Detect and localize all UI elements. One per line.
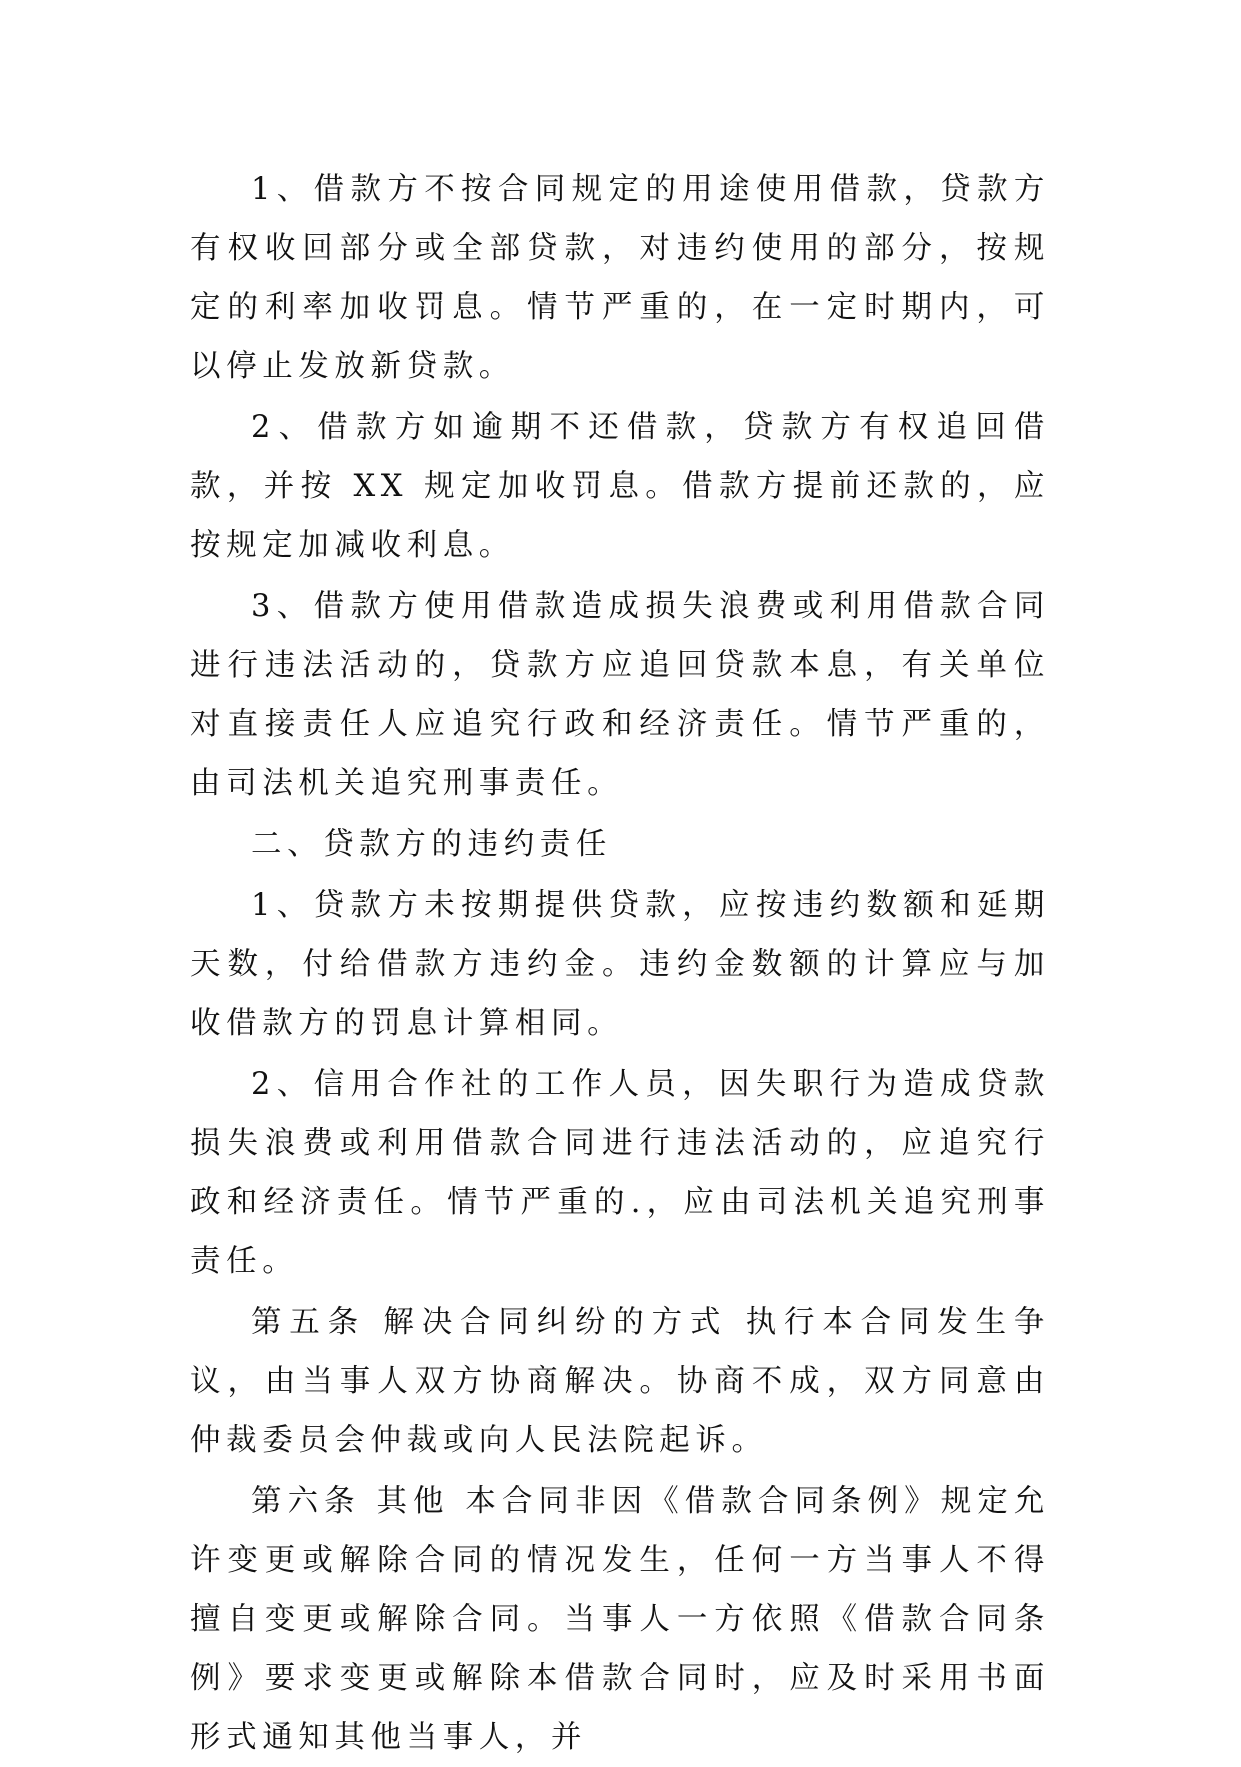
paragraph-borrower-misuse: 1、借款方不按合同规定的用途使用借款，贷款方有权收回部分或全部贷款，对违约使用的部分，按规定的利率加收罚息。情节严重的，在一定时期内，可以停止发放新贷款。	[190, 172, 1050, 384]
paragraph-borrower-overdue: 2、借款方如逾期不还借款，贷款方有权追回借款，并按 XX 规定加收罚息。借款方提前还款的，应按规定加减收利息。	[190, 410, 1050, 563]
paragraph-borrower-loss: 3、借款方使用借款造成损失浪费或利用借款合同进行违法活动的，贷款方应追回贷款本息，有关单位对直接责任人应追究行政和经济责任。情节严重的，由司法机关追究刑事责任。	[190, 589, 1050, 801]
paragraph-article-5-dispute: 第五条 解决合同纠纷的方式 执行本合同发生争议，由当事人双方协商解决。协商不成，双方同意由仲裁委员会仲裁或向人民法院起诉。	[190, 1305, 1050, 1458]
paragraph-article-6-other: 第六条 其他 本合同非因《借款合同条例》规定允许变更或解除合同的情况发生，任何一方当事人不得擅自变更或解除合同。当事人一方依照《借款合同条例》要求变更或解除本借款合同时，应及时采用书面形式通知其他当事人，并	[190, 1484, 1050, 1755]
document-body	[190, 160, 1050, 1767]
section-heading-lender-liability: 二、贷款方的违约责任	[251, 827, 612, 862]
paragraph-staff-negligence: 2、信用合作社的工作人员，因失职行为造成贷款损失浪费或利用借款合同进行违法活动的，应追究行政和经济责任。情节严重的.，应由司法机关追究刑事责任。	[190, 1067, 1050, 1279]
paragraph-lender-late: 1、贷款方未按期提供贷款，应按违约数额和延期天数，付给借款方违约金。违约金数额的计算应与加收借款方的罚息计算相同。	[190, 888, 1050, 1041]
